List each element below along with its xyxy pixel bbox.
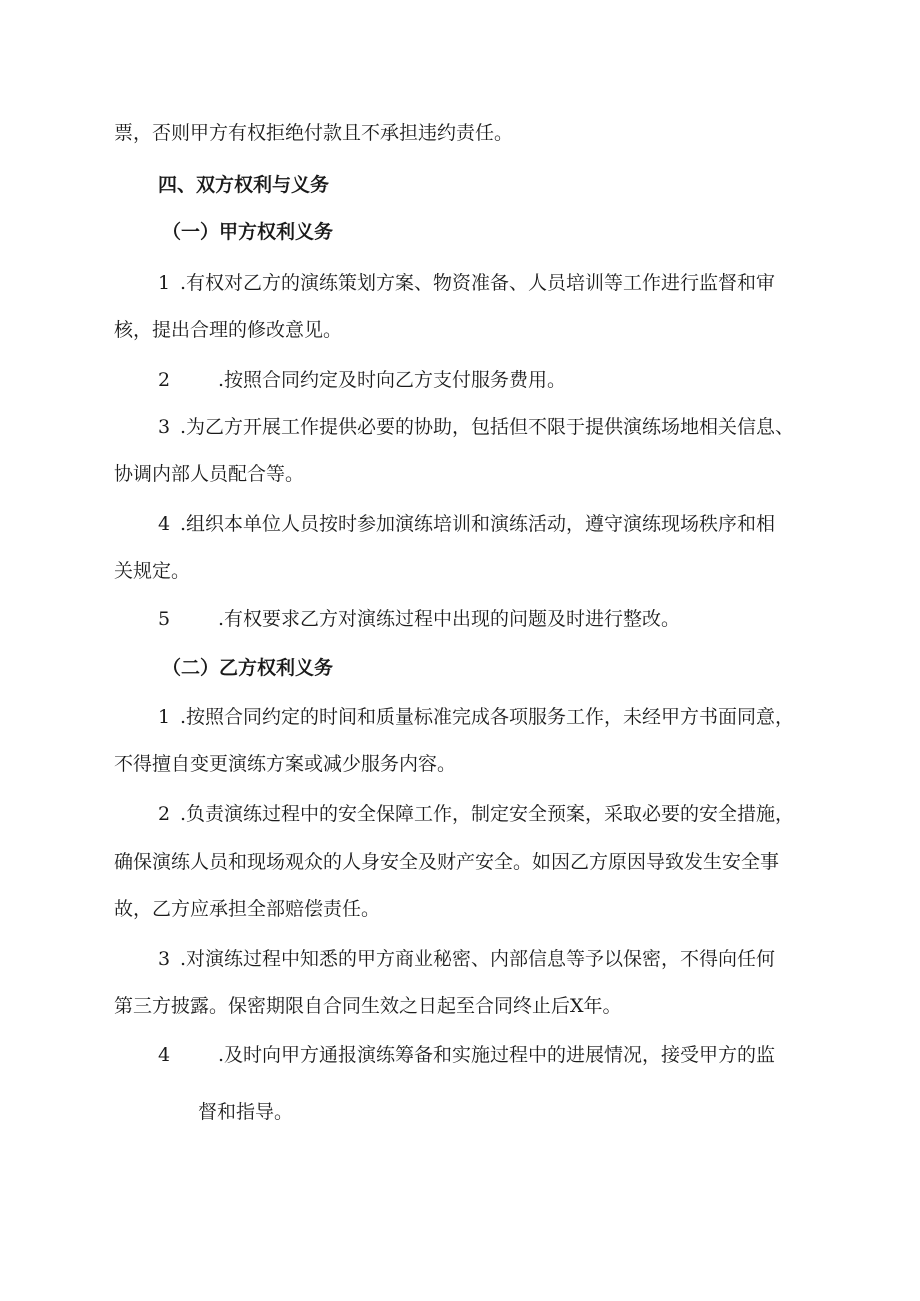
item-number: 3 bbox=[158, 948, 171, 970]
item-number: 2 bbox=[158, 803, 171, 825]
item-number: 1 bbox=[158, 272, 171, 294]
item-number: 4 bbox=[158, 1044, 171, 1066]
section-heading: 四、双方权利与义务 bbox=[158, 174, 330, 196]
item-text: .有权对乙方的演练策划方案、物资准备、人员培训等工作进行监督和审 bbox=[180, 272, 776, 294]
party-a-item-1-line-2: 核，提出合理的修改意见。 bbox=[114, 319, 343, 341]
party-b-item-2-line-1 bbox=[158, 801, 794, 827]
item-text: .按照合同约定的时间和质量标准完成各项服务工作，未经甲方书面同意， bbox=[180, 706, 795, 728]
party-a-item-3-line-1 bbox=[158, 414, 794, 440]
party-a-item-3-line-2: 协调内部人员配合等。 bbox=[114, 463, 305, 485]
party-b-item-1-line-2: 不得擅自变更演练方案或减少服务内容。 bbox=[114, 753, 457, 775]
party-b-item-3-line-1 bbox=[158, 946, 775, 972]
party-b-item-3-line-2: 第三方披露。保密期限自合同生效之日起至合同终止后X年。 bbox=[114, 995, 622, 1017]
party-a-item-2-line-1 bbox=[158, 367, 566, 393]
item-text: .有权要求乙方对演练过程中出现的问题及时进行整改。 bbox=[218, 608, 681, 630]
party-b-item-2-line-3: 故，乙方应承担全部赔偿责任。 bbox=[114, 898, 381, 920]
party-a-item-4-line-1 bbox=[158, 511, 775, 537]
item-number: 2 bbox=[158, 369, 171, 391]
item-text: .及时向甲方通报演练筹备和实施过程中的进展情况，接受甲方的监 bbox=[218, 1044, 776, 1066]
party-a-heading: （一）甲方权利义务 bbox=[162, 221, 334, 243]
item-number: 3 bbox=[158, 416, 171, 438]
item-text: .按照合同约定及时向乙方支付服务费用。 bbox=[218, 369, 567, 391]
intro-line: 票，否则甲方有权拒绝付款且不承担违约责任。 bbox=[114, 122, 514, 144]
item-text: .为乙方开展工作提供必要的协助，包括但不限于提供演练场地相关信息、 bbox=[180, 416, 795, 438]
party-a-item-1-line-1 bbox=[158, 270, 775, 296]
party-b-item-2-line-2: 确保演练人员和现场观众的人身安全及财产安全。如因乙方原因导致发生安全事 bbox=[114, 851, 780, 873]
item-number: 1 bbox=[158, 706, 171, 728]
party-a-item-4-line-2: 关规定。 bbox=[114, 560, 191, 582]
party-b-item-4-line-2: 督和指导。 bbox=[198, 1101, 294, 1123]
party-b-item-4-line-1 bbox=[158, 1042, 775, 1068]
party-b-item-1-line-1 bbox=[158, 704, 794, 730]
party-b-heading: （二）乙方权利义务 bbox=[162, 657, 334, 679]
party-a-item-5-line-1 bbox=[158, 606, 680, 632]
item-text: .负责演练过程中的安全保障工作，制定安全预案，采取必要的安全措施， bbox=[180, 803, 795, 825]
item-number: 5 bbox=[158, 608, 171, 630]
item-text: .组织本单位人员按时参加演练培训和演练活动，遵守演练现场秩序和相 bbox=[180, 513, 776, 535]
item-number: 4 bbox=[158, 513, 171, 535]
item-text: .对演练过程中知悉的甲方商业秘密、内部信息等予以保密，不得向任何 bbox=[180, 948, 776, 970]
